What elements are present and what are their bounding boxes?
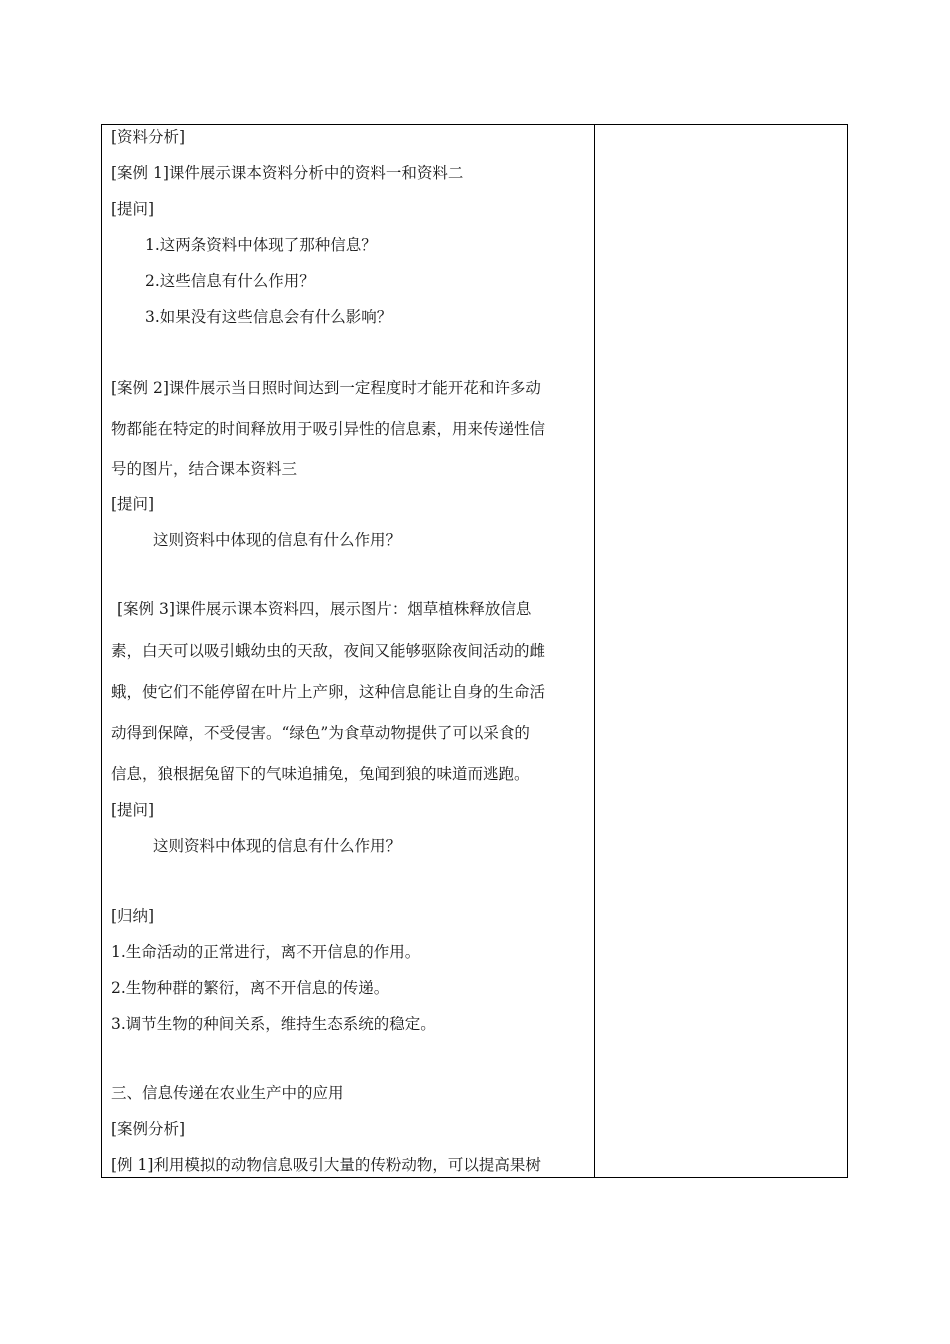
section-title: 三、信息传递在农业生产中的应用 (111, 1084, 344, 1102)
question-item: 3.如果没有这些信息会有什么影响？ (145, 308, 393, 326)
data-analysis-heading: [资料分析] (111, 128, 186, 146)
question-text: 这则资料中体现的信息有什么作用？ (153, 837, 402, 855)
case3-line: 信息，狼根据兔留下的气味追捕兔，兔闻到狼的味道而逃跑。 (111, 765, 530, 783)
summary-label: [归纳] (111, 907, 155, 925)
summary-item: 3.调节生物的种间关系，维持生态系统的稳定。 (111, 1015, 436, 1033)
summary-item: 2.生物种群的繁衍，离不开信息的传递。 (111, 979, 390, 997)
question-label: [提问] (111, 495, 155, 513)
case2-line: 号的图片，结合课本资料三 (111, 460, 298, 478)
case3-line: 素，白天可以吸引蛾幼虫的天敌，夜间又能够驱除夜间活动的雌 (111, 642, 546, 660)
summary-item: 1.生命活动的正常进行，离不开信息的作用。 (111, 943, 421, 961)
case1-text: [案例 1]课件展示课本资料分析中的资料一和资料二 (111, 164, 464, 182)
question-label: [提问] (111, 801, 155, 819)
case3-line: 动得到保障，不受侵害。“绿色”为食草动物提供了可以采食的 (111, 724, 530, 742)
case2-line: 物都能在特定的时间释放用于吸引异性的信息素，用来传递性信 (111, 420, 546, 438)
example1-text: [例 1]利用模拟的动物信息吸引大量的传粉动物，可以提高果树 (111, 1156, 541, 1174)
question-item: 2.这些信息有什么作用？ (145, 272, 315, 290)
question-label: [提问] (111, 200, 155, 218)
column-divider (594, 124, 595, 1178)
question-item: 1.这两条资料中体现了那种信息？ (145, 236, 377, 254)
case-analysis-label: [案例分析] (111, 1120, 186, 1138)
case3-line: [案例 3]课件展示课本资料四，展示图片：烟草植株释放信息 (117, 600, 532, 618)
case2-line: [案例 2]课件展示当日照时间达到一定程度时才能开花和许多动 (111, 379, 541, 397)
case3-line: 蛾，使它们不能停留在叶片上产卵，这种信息能让自身的生命活 (111, 683, 546, 701)
question-text: 这则资料中体现的信息有什么作用？ (153, 531, 402, 549)
